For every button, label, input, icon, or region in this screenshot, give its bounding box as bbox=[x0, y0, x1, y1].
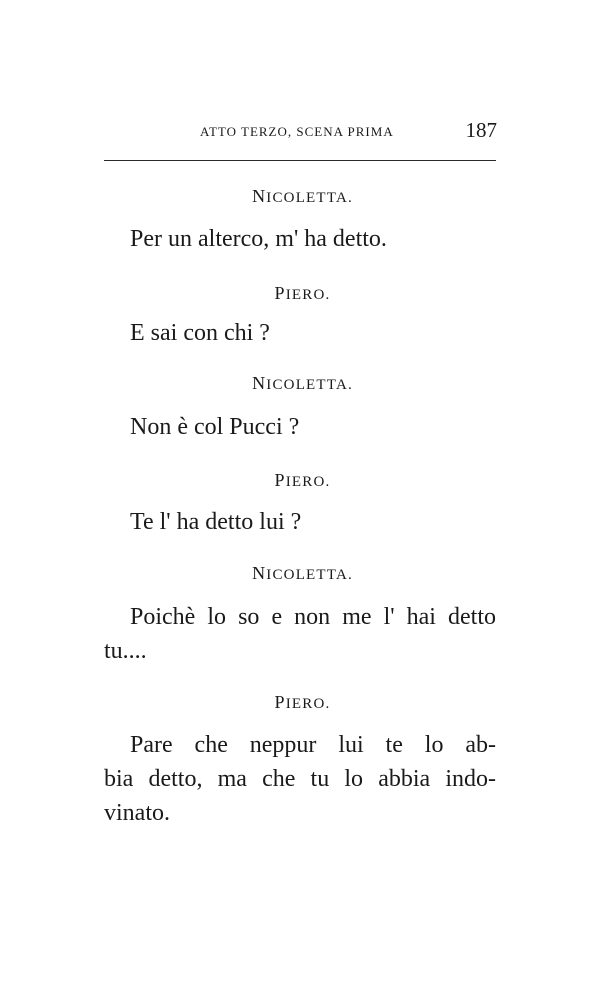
speaker-rest: ICOLETTA. bbox=[266, 190, 353, 206]
speaker-name bbox=[0, 692, 605, 713]
speaker-rest: IERO. bbox=[285, 474, 331, 490]
speaker-name bbox=[0, 470, 605, 491]
speech-line: Te l' ha detto lui ? bbox=[130, 509, 302, 535]
speaker-name bbox=[0, 283, 605, 304]
speech-line: Non è col Pucci ? bbox=[130, 414, 300, 440]
speech-text bbox=[104, 600, 496, 668]
speech-line: tu.... bbox=[104, 638, 147, 664]
speech-text bbox=[104, 728, 496, 830]
speaker-name bbox=[0, 563, 605, 584]
speech-text bbox=[130, 222, 387, 256]
speaker-initial: N bbox=[252, 373, 267, 393]
speaker-name bbox=[0, 373, 605, 394]
speaker-name bbox=[0, 186, 605, 207]
speaker-rest: IERO. bbox=[285, 696, 331, 712]
speaker-initial: P bbox=[274, 692, 286, 712]
speech-text bbox=[130, 505, 301, 539]
speaker-initial: P bbox=[274, 470, 286, 490]
speech-text bbox=[130, 410, 299, 444]
speech-line: vinato. bbox=[104, 800, 170, 826]
speaker-initial: P bbox=[274, 283, 286, 303]
speaker-initial: N bbox=[252, 186, 267, 206]
page-number: 187 bbox=[465, 118, 497, 142]
speech-line: Poichè lo so e non me l' hai detto bbox=[130, 604, 496, 630]
speaker-rest: ICOLETTA. bbox=[266, 567, 353, 583]
speech-line: E sai con chi ? bbox=[130, 320, 270, 346]
speech-line: bia detto, ma che tu lo abbia indo- bbox=[104, 766, 496, 792]
speaker-rest: IERO. bbox=[285, 287, 331, 303]
speech-line: Pare che neppur lui te lo ab- bbox=[130, 732, 496, 758]
speech-text bbox=[130, 316, 270, 350]
speaker-rest: ICOLETTA. bbox=[266, 377, 353, 393]
header-rule bbox=[104, 160, 496, 161]
running-head bbox=[105, 118, 497, 148]
speech-line: Per un alterco, m' ha detto. bbox=[130, 226, 387, 252]
running-title: ATTO TERZO, SCENA PRIMA bbox=[200, 124, 394, 139]
speaker-initial: N bbox=[252, 563, 267, 583]
